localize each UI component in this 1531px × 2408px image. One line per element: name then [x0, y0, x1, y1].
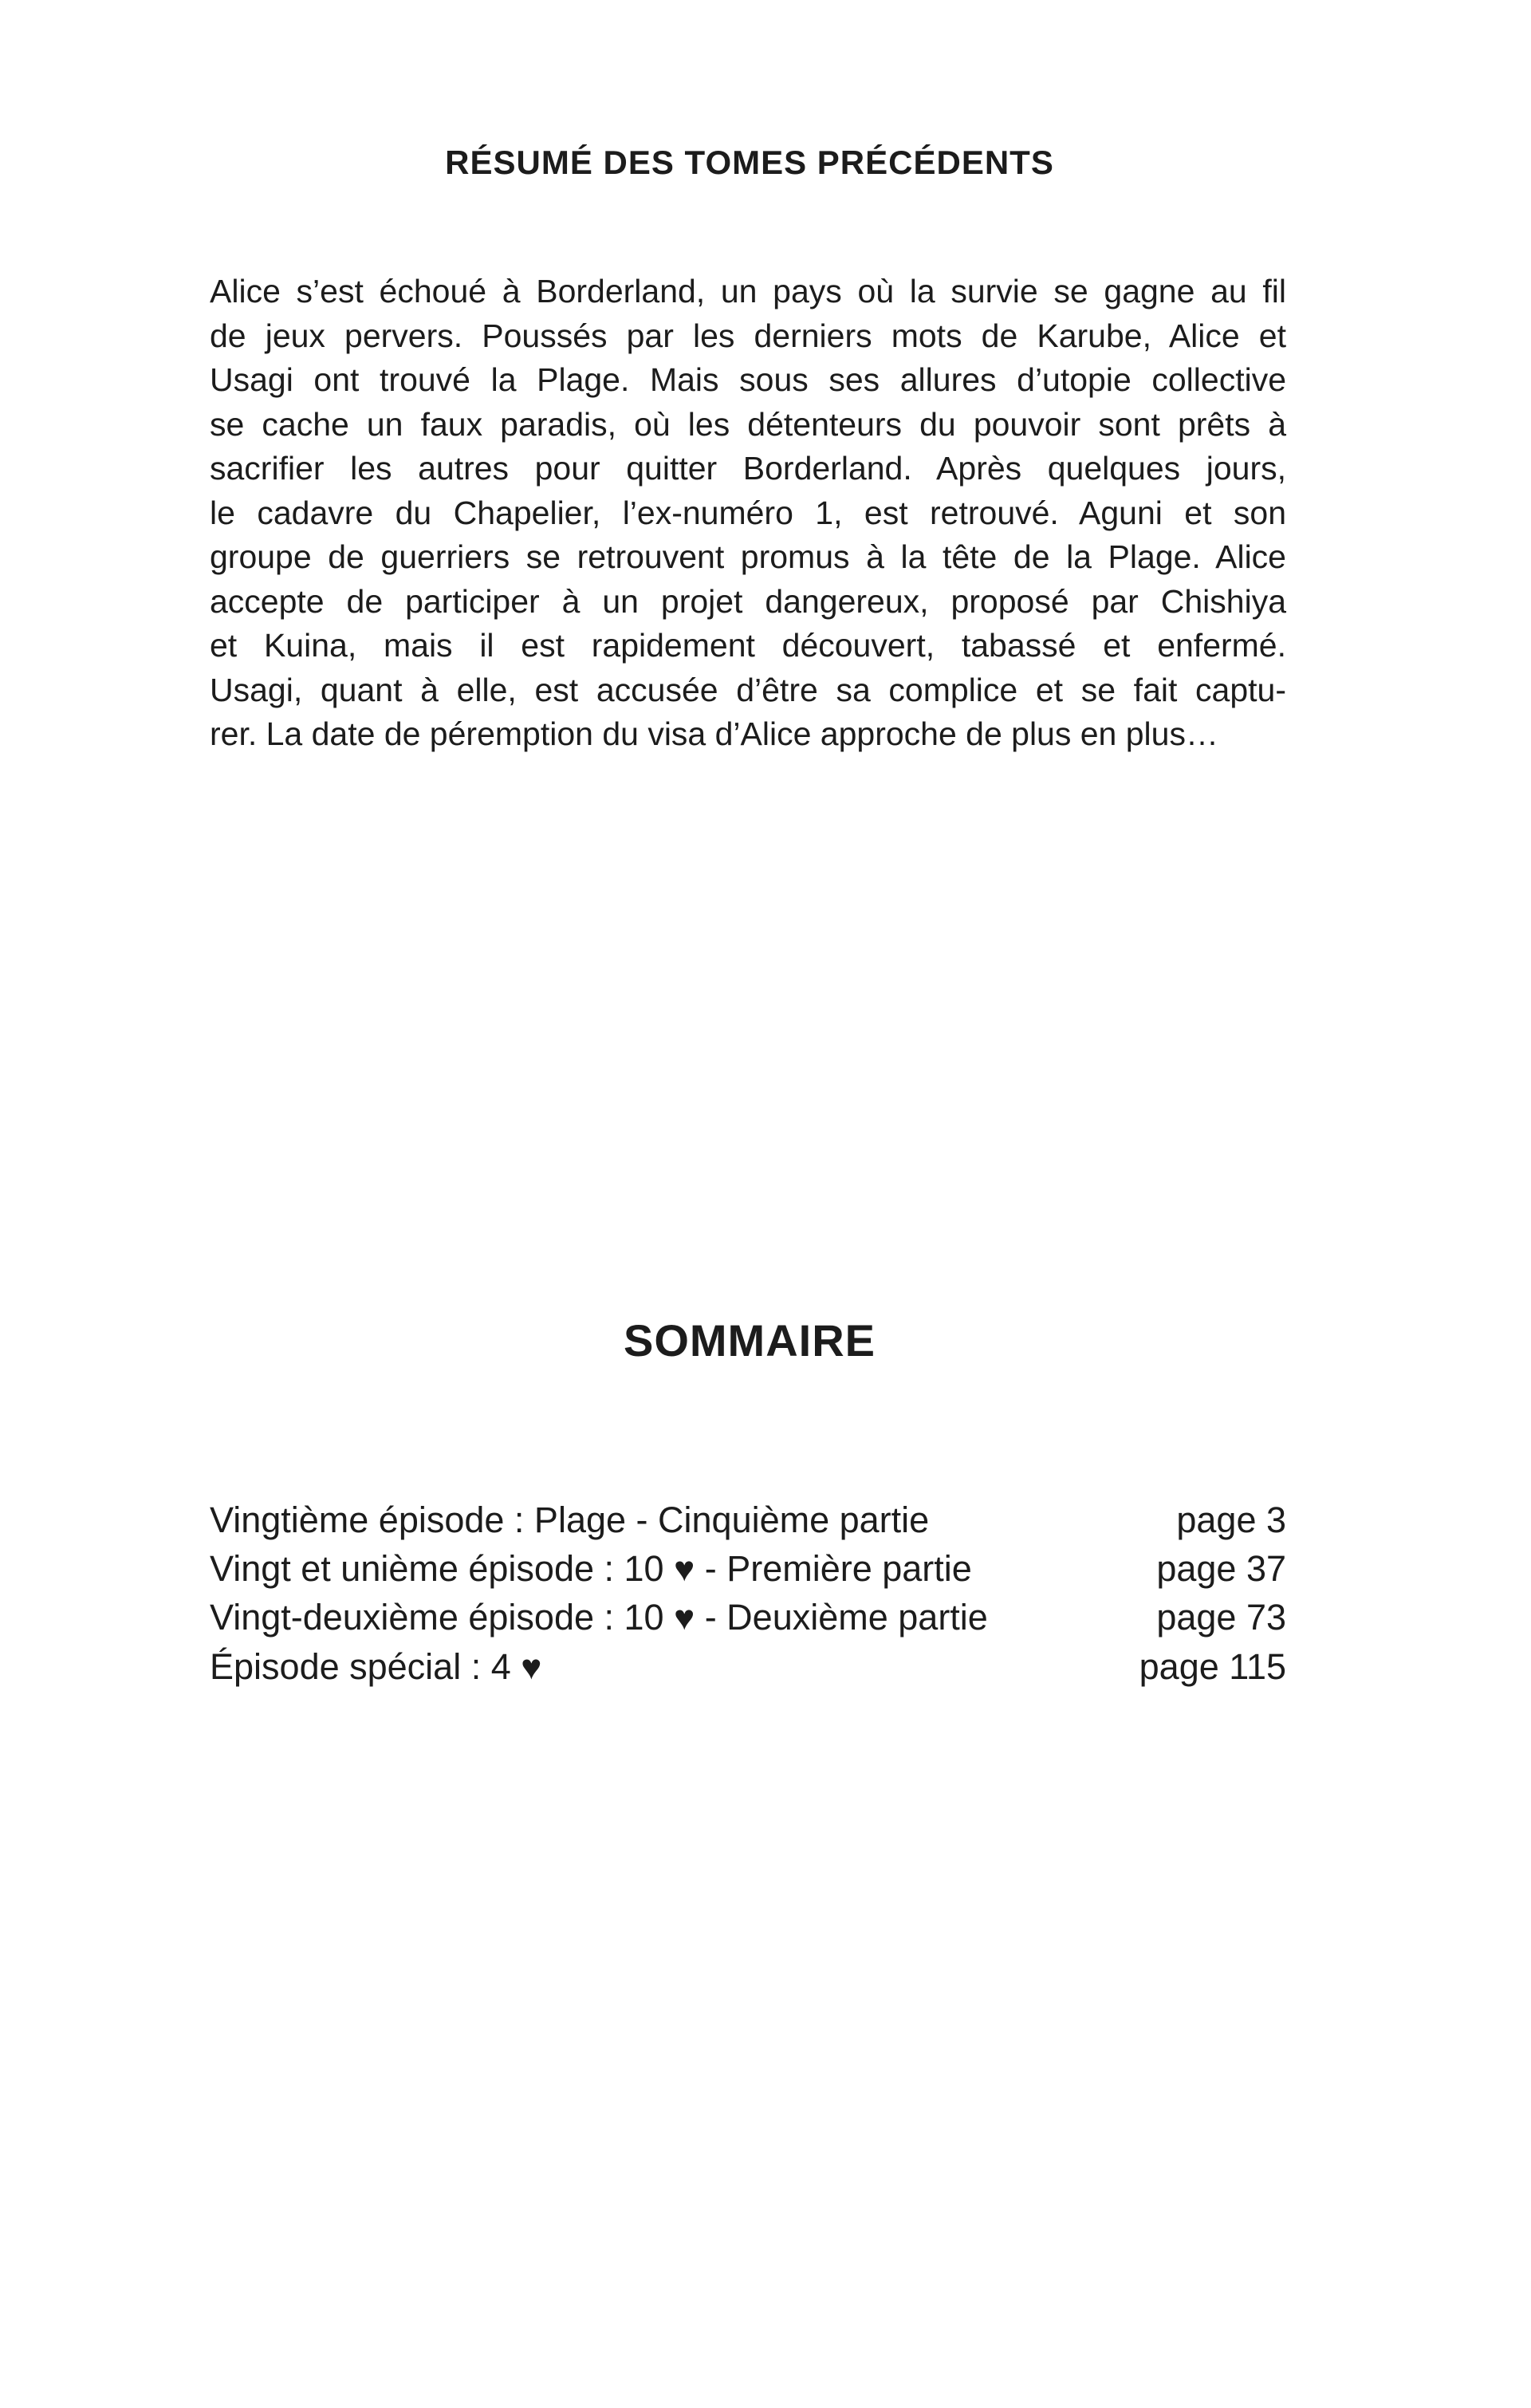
- toc-entry-text: - Première partie: [695, 1547, 972, 1589]
- heart-icon: ♥: [674, 1549, 695, 1589]
- recap-line: groupe de guerriers se retrouvent promus à la tête de la Plage. Alice: [210, 538, 1286, 575]
- heart-icon: ♥: [521, 1647, 542, 1687]
- recap-paragraph: [210, 270, 1286, 757]
- recap-line: rer. La date de péremption du visa d’Alice approche de plus en plus…: [210, 715, 1218, 752]
- recap-line: sacrifier les autres pour quitter Borderland. Après quelques jours,: [210, 450, 1286, 487]
- toc-entry-page: page 3: [1176, 1500, 1286, 1540]
- toc-entry: [210, 1545, 1286, 1594]
- table-of-contents: [210, 1496, 1286, 1692]
- toc-entry-text: - Deuxième partie: [695, 1597, 988, 1638]
- toc-entry-title: [210, 1545, 972, 1594]
- toc-entry-page: page 37: [1156, 1547, 1286, 1589]
- toc-entry-text: Vingt-deuxième épisode : 10: [210, 1597, 675, 1638]
- toc-entry-title: [210, 1643, 541, 1693]
- contents-title: SOMMAIRE: [624, 1315, 876, 1366]
- recap-line: se cache un faux paradis, où les détenteurs du pouvoir sont prêts à: [210, 405, 1286, 443]
- toc-entry: [210, 1594, 1286, 1643]
- toc-entry-text: Vingt et unième épisode : 10: [210, 1547, 675, 1589]
- recap-line: et Kuina, mais il est rapidement découvert, tabassé et enfermé.: [210, 627, 1286, 664]
- recap-line: de jeux pervers. Poussés par les derniers mots de Karube, Alice et: [210, 317, 1286, 354]
- toc-entry-page: page 115: [1139, 1645, 1286, 1687]
- recap-line: Usagi ont trouvé la Plage. Mais sous ses allures d’utopie collective: [210, 361, 1286, 398]
- recap-line: le cadavre du Chapelier, l’ex-numéro 1, est retrouvé. Aguni et son: [210, 494, 1286, 531]
- toc-entry-page: page 73: [1156, 1597, 1286, 1638]
- toc-entry-text: Vingtième épisode : Plage - Cinquième partie: [210, 1500, 930, 1540]
- toc-entry: [210, 1496, 1286, 1545]
- toc-entry-title: [210, 1594, 988, 1643]
- recap-line: Usagi, quant à elle, est accusée d’être sa complice et se fait captu-: [210, 671, 1286, 708]
- toc-entry-title: [210, 1496, 929, 1545]
- toc-entry: [210, 1643, 1286, 1693]
- recap-line: accepte de participer à un projet dangereux, proposé par Chishiya: [210, 582, 1286, 620]
- toc-entry-text: Épisode spécial : 4: [210, 1645, 521, 1687]
- heart-icon: ♥: [674, 1598, 695, 1638]
- recap-title: RÉSUMÉ DES TOMES PRÉCÉDENTS: [445, 144, 1054, 181]
- recap-line: Alice s’est échoué à Borderland, un pays où la survie se gagne au fil: [210, 273, 1286, 309]
